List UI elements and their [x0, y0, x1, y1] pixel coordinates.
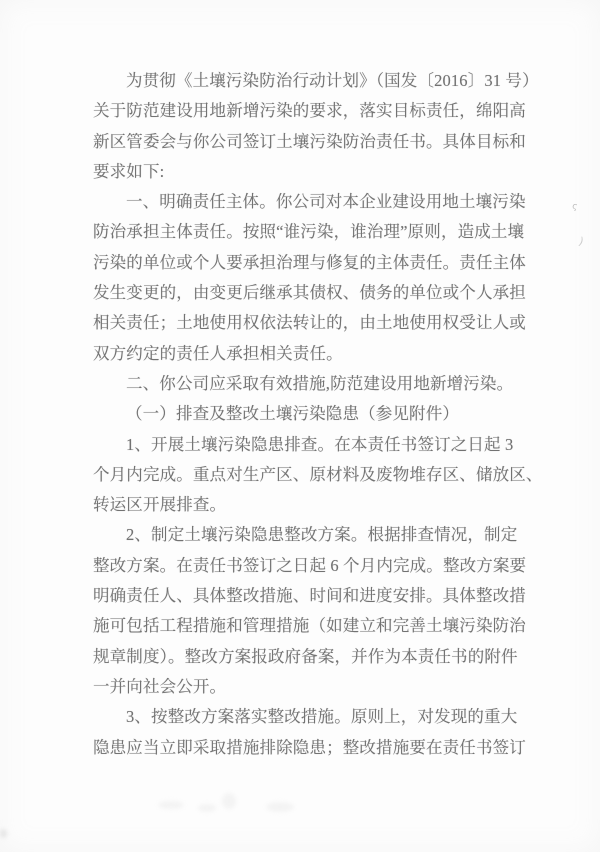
document-line: 双方约定的责任人承担相关责任。 [93, 343, 343, 363]
document-line: 隐患应当立即采取措施排除隐患；整改措施要在责任书签订 [93, 737, 526, 757]
document-line: 一并向社会公开。 [93, 676, 227, 696]
document-line: 转运区开展排查。 [93, 495, 227, 515]
document-line: 污染的单位或个人要承担治理与修复的主体责任。责任主体 [93, 252, 526, 272]
document-line: 明确责任人、具体整改措施、时间和进度安排。具体整改措 [93, 586, 526, 606]
document-line: 关于防范建设用地新增污染的要求，落实目标责任，绵阳高 [93, 101, 526, 121]
document-line: （一）排查及整改土壤污染隐患（参见附件） [126, 404, 459, 424]
document-line: 规章制度）。整改方案报政府备案，并作为本责任书的附件 [93, 646, 518, 666]
document-line: 施可包括工程措施和管理措施（如建立和完善土壤污染防治 [93, 616, 526, 636]
document-line: 发生变更的，由变更后继承其债权、债务的单位或个人承担 [93, 283, 526, 303]
document-line: 1、开展土壤污染隐患排查。在本责任书签订之日起 3 [126, 434, 514, 454]
document-line: 相关责任；土地使用权依法转让的，由土地使用权受让人或 [93, 313, 526, 333]
document-text [93, 66, 543, 763]
document-line: 2、制定土壤污染隐患整改方案。根据排查情况，制定 [126, 525, 518, 545]
document-line: 二、你公司应采取有效措施,防范建设用地新增污染。 [126, 373, 514, 393]
document-line: 新区管委会与你公司签订土壤污染防治责任书。具体目标和 [93, 131, 526, 151]
scan-smudge [222, 793, 236, 809]
scan-smudge [266, 802, 294, 812]
document-line: 为贯彻《土壤污染防治行动计划》（国发〔2016〕31 号） [126, 71, 539, 90]
scan-smudge [198, 804, 216, 812]
document-line: 整改方案。在责任书签订之日起 6 个月内完成。整改方案要 [93, 555, 527, 575]
document-line: 3、按整改方案落实整改措施。原则上，对发现的重大 [126, 707, 518, 727]
document-line: 要求如下: [93, 161, 165, 181]
scan-artifact: ς [571, 201, 579, 213]
scan-smudge [158, 801, 184, 809]
document-line: 防治承担主体责任。按照“谁污染，谁治理”原则，造成土壤 [93, 222, 525, 242]
scan-smudge [0, 829, 7, 838]
document-line: 个月内完成。重点对生产区、原材料及废物堆存区、储放区、 [93, 464, 543, 484]
scan-artifact: ) [577, 234, 586, 249]
document-line: 一、明确责任主体。你公司对本企业建设用地土壤污染 [126, 192, 526, 212]
